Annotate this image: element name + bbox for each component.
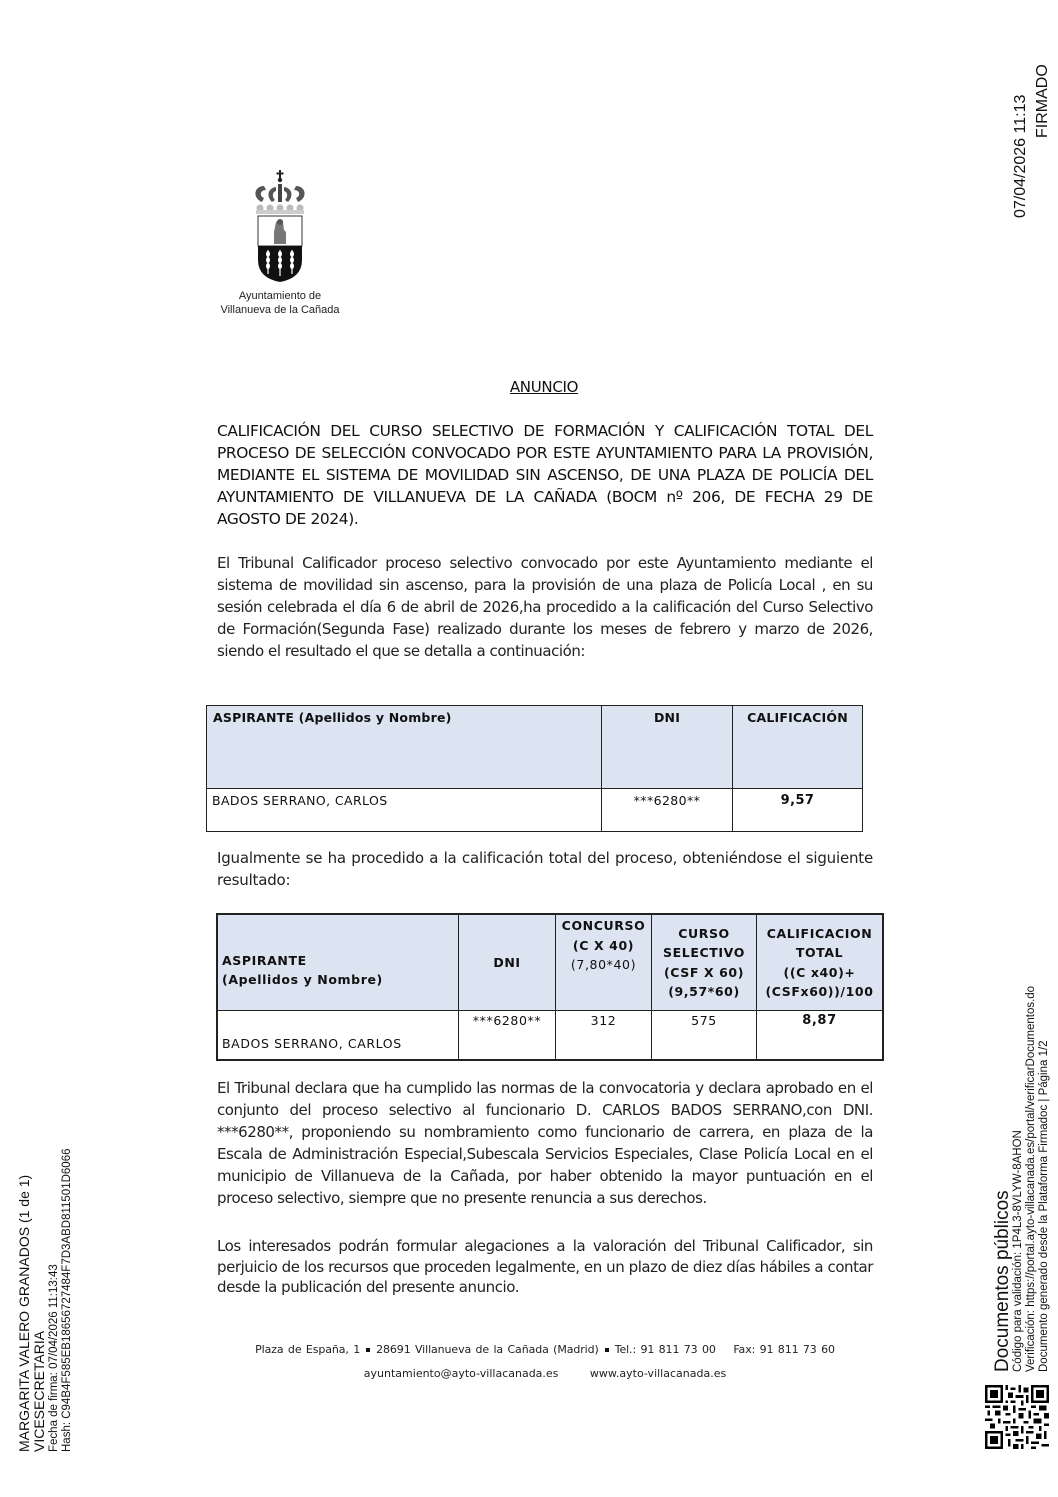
signature-date: Fecha de firma: 07/04/2026 11:13:43: [48, 1264, 60, 1452]
footer-phone: Tel.: 91 811 73 00: [614, 1343, 716, 1356]
cell-name: BADOS SERRANO, CARLOS: [217, 1011, 459, 1061]
signature-hash: Hash: C94B4F585EB18656727484F7D3ABD811501D6066: [61, 1148, 73, 1452]
header-curso-line3: (CSF X 60): [663, 964, 745, 980]
verification-generated: Documento generado desde la Plataforma Firmadoc | Página 1/2: [1038, 1040, 1050, 1372]
document-title: ANUNCIO: [509, 378, 579, 396]
municipality-logo: [218, 170, 342, 317]
table-row: [217, 1011, 883, 1061]
paragraph-declaration: El Tribunal declara que ha cumplido las normas de la convocatoria y declara aprobado en el conjunto del proceso selectivo al funcionario D. CARLOS BADOS SERRANO,con DNI. ***6280**, proponiendo su nombramiento como funcionario de carrera, en plaza de la Escala de Administración Especial,Subescala Servicios Especiales, Clase Policía Local en el municipio de Villanueva de la Cañada, por haber obtenido la mayor puntuación en el proceso selectivo, siempre que no presente renuncia a sus derechos.: [217, 1079, 873, 1207]
signer-name: MARGARITA VALERO GRANADOS (1 de 1): [16, 1174, 32, 1452]
course-grade-table: [206, 705, 863, 832]
header-curso-line2: SELECTIVO: [663, 945, 745, 960]
header-calificacion-total: [757, 914, 884, 1011]
signer-role: VICESECRETARIA: [31, 1330, 47, 1452]
total-grade-table: [216, 913, 884, 1061]
bullet-separator: [366, 1348, 370, 1352]
cell-dni: ***6280**: [459, 1011, 556, 1061]
header-concurso: [556, 914, 652, 1011]
cell-concurso: 312: [556, 1011, 652, 1061]
document-heading: CALIFICACIÓN DEL CURSO SELECTIVO DE FORMACIÓN Y CALIFICACIÓN TOTAL DEL PROCESO DE SELECCIÓN CONVOCADO POR ESTE AYUNTAMIENTO PARA LA PROVISIÓN, MEDIANTE EL SISTEMA DE MOVILIDAD SIN ASCENSO, DE UNA PLAZA DE POLICÍA DEL AYUNTAMIENTO DE VILLANUEVA DE LA CAÑADA (BOCM nº 206, DE FECHA 29 DE AGOSTO DE 2024).: [217, 422, 873, 528]
paragraph-intro: El Tribunal Calificador proceso selectivo convocado por este Ayuntamiento mediante el sistema de movilidad sin ascenso, para la provisión de una plaza de Policía Local , en su sesión celebrada el día 6 de abril de 2026,ha procedido a la calificación del Curso Selectivo de Formación(Segunda Fase) realizado durante los meses de febrero y marzo de 2026, siendo el resultado el que se detalla a continuación:: [217, 554, 873, 660]
logo-text-line2: Villanueva de la Cañada: [220, 304, 340, 316]
bullet-separator: [605, 1348, 609, 1352]
cell-total: 8,87: [757, 1011, 884, 1061]
logo-text-line1: Ayuntamiento de: [238, 290, 322, 302]
header-total-line4: (CSFx60))/100: [765, 984, 874, 999]
header-curso-line4: (9,57*60): [668, 984, 740, 999]
header-concurso-line2: (C X 40): [572, 937, 635, 953]
paragraph-allegations: Los interesados podrán formular alegaciones a la valoración del Tribunal Calificador, sin perjuicio de los recursos que proceden legalmente, en un plazo de diez días hábiles a contar desde la publicación del presente anuncio.: [217, 1237, 873, 1296]
coat-of-arms-icon: [248, 170, 312, 285]
cell-grade: 9,57: [733, 789, 863, 832]
header-total-line2: TOTAL: [795, 945, 844, 960]
header-curso-line1: CURSO: [678, 925, 730, 941]
stamp-status: FIRMADO: [1034, 64, 1051, 138]
table-header-row: [217, 914, 883, 1011]
header-dni: DNI: [602, 706, 733, 789]
cell-dni: ***6280**: [602, 789, 733, 832]
header-curso-selectivo: [652, 914, 757, 1011]
header-concurso-line1: CONCURSO: [561, 918, 646, 933]
table-header-row: [207, 706, 863, 789]
header-concurso-line3: (7,80*40): [570, 957, 637, 972]
qr-code-icon[interactable]: [985, 1385, 1049, 1449]
header-dni-line1: DNI: [493, 954, 521, 970]
footer-website[interactable]: www.ayto-villacanada.es: [589, 1367, 727, 1380]
header-total-line1: CALIFICACION: [766, 925, 873, 941]
cell-curso: 575: [652, 1011, 757, 1061]
footer-fax: Fax: 91 811 73 60: [733, 1343, 835, 1356]
footer-contact: [0, 1367, 1058, 1380]
footer-city: 28691 Villanueva de la Cañada (Madrid): [376, 1343, 599, 1356]
header-total-line3: ((C x40)+: [783, 964, 856, 980]
stamp-datetime: 07/04/2026 11:13: [1012, 94, 1029, 218]
header-aspirante: ASPIRANTE (Apellidos y Nombre): [207, 706, 602, 789]
verification-title: Documentos públicos: [992, 1190, 1013, 1372]
header-aspirante-line1: ASPIRANTE: [222, 952, 307, 968]
verification-code: Código para validación: 1P4L3-8VLYW-8AHON: [1012, 1130, 1024, 1372]
table-row: [207, 789, 863, 832]
footer-address: [0, 1343, 1058, 1356]
header-calificacion: CALIFICACIÓN: [733, 706, 863, 789]
footer-street: Plaza de España, 1: [255, 1343, 361, 1356]
cell-name: BADOS SERRANO, CARLOS: [207, 789, 602, 832]
header-aspirante-line2: (Apellidos y Nombre): [222, 972, 383, 987]
header-aspirante: [217, 914, 459, 1011]
verification-url[interactable]: Verificación: https://portal.ayto-villacanada.es/portal/verificarDocumentos.do: [1025, 985, 1037, 1372]
header-dni: [459, 914, 556, 1011]
footer-email[interactable]: ayuntamiento@ayto-villacanada.es: [363, 1367, 559, 1380]
paragraph-total: Igualmente se ha procedido a la calificación total del proceso, obteniéndose el siguiente resultado:: [217, 849, 873, 889]
